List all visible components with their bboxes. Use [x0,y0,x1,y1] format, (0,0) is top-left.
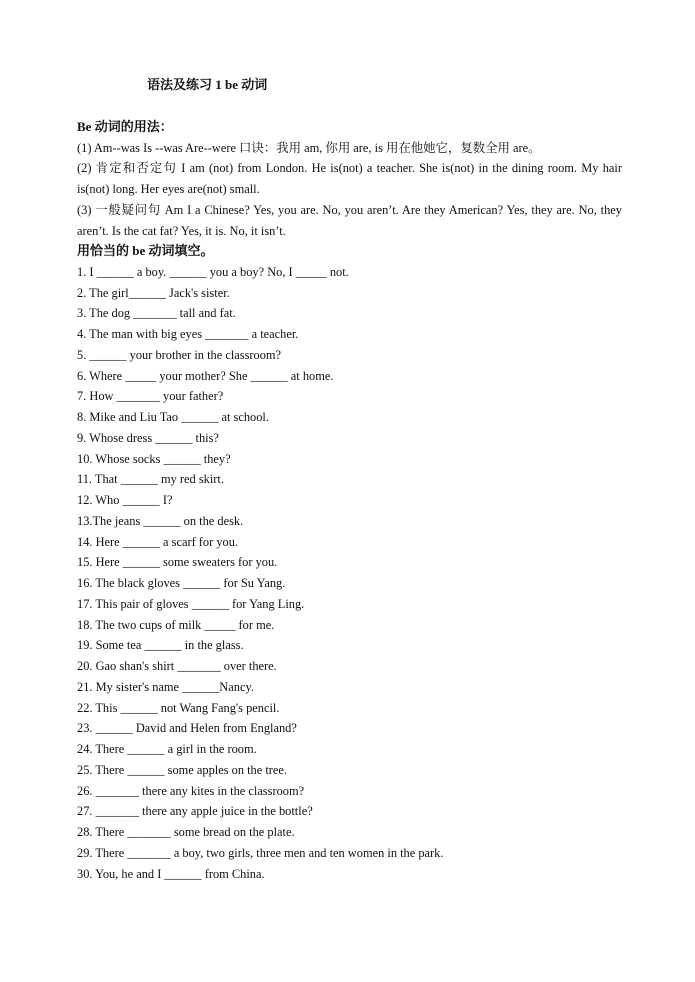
exercise-item-29: 29. There _______ a boy, two girls, three men and ten women in the park. [77,845,444,860]
exercise-item-25: 25. There ______ some apples on the tree. [77,762,288,777]
exercise-item-2: 2. The girl______ Jack's sister. [77,285,230,300]
usage-rule-2: (2) 肯定和否定句 I am (not) from London. He is(not) a teacher. She is(not) in the dining room. My hair is(not) long. Her eyes are(not) small. [77,161,622,197]
exercise-item-16: 16. The black gloves ______ for Su Yang. [77,576,286,591]
exercise-item-15: 15. Here ______ some sweaters for you. [77,555,278,570]
exercise-item-20: 20. Gao shan's shirt _______ over there. [77,659,277,674]
exercise-item-26: 26. _______ there any kites in the classroom? [77,783,305,798]
exercise-item-14: 14. Here ______ a scarf for you. [77,534,239,549]
worksheet-page [77,77,622,884]
exercise-item-23: 23. ______ David and Helen from England? [77,721,297,736]
usage-rule-3: (3) 一般疑问句 Am I a Chinese? Yes, you are. No, you aren’t. Are they American? Yes, they are. No, they aren’t. Is the cat fat? Yes, it is. No, it isn’t. [77,202,622,238]
exercise-list [77,262,622,885]
exercise-item-18: 18. The two cups of milk _____ for me. [77,617,275,632]
exercise-item-24: 24. There ______ a girl in the room. [77,742,257,757]
usage-heading: Be 动词的用法： [77,119,173,134]
exercise-item-28: 28. There _______ some bread on the plate. [77,825,295,840]
exercise-item-10: 10. Whose socks ______ they? [77,451,231,466]
exercise-item-11: 11. That ______ my red skirt. [77,472,224,487]
exercise-item-17: 17. This pair of gloves ______ for Yang Ling. [77,596,305,611]
exercise-item-27: 27. _______ there any apple juice in the bottle? [77,804,313,819]
exercise-heading: 用恰当的 be 动词填空。 [77,243,214,259]
exercise-item-13: 13.The jeans ______ on the desk. [77,513,244,528]
exercise-item-9: 9. Whose dress ______ this? [77,430,219,445]
exercise-item-4: 4. The man with big eyes _______ a teacher. [77,327,299,342]
exercise-item-1: 1. I ______ a boy. ______ you a boy? No, I _____ not. [77,264,349,279]
exercise-item-21: 21. My sister's name ______Nancy. [77,679,254,694]
usage-rule-1: (1) Am--was Is --was Are--were 口诀：我用 am, 你用 are, is 用在他她它，复数全用 are。 [77,140,541,155]
exercise-item-5: 5. ______ your brother in the classroom? [77,347,282,362]
exercise-item-22: 22. This ______ not Wang Fang's pencil. [77,700,280,715]
exercise-item-19: 19. Some tea ______ in the glass. [77,638,244,653]
exercise-item-30: 30. You, he and I ______ from China. [77,866,265,881]
exercise-item-3: 3. The dog _______ tall and fat. [77,306,236,321]
exercise-item-12: 12. Who ______ I? [77,493,173,508]
exercise-item-7: 7. How _______ your father? [77,389,224,404]
worksheet-title: 语法及练习 1 be 动词 [147,77,268,92]
exercise-item-6: 6. Where _____ your mother? She ______ at home. [77,368,334,383]
exercise-item-8: 8. Mike and Liu Tao ______ at school. [77,410,269,425]
